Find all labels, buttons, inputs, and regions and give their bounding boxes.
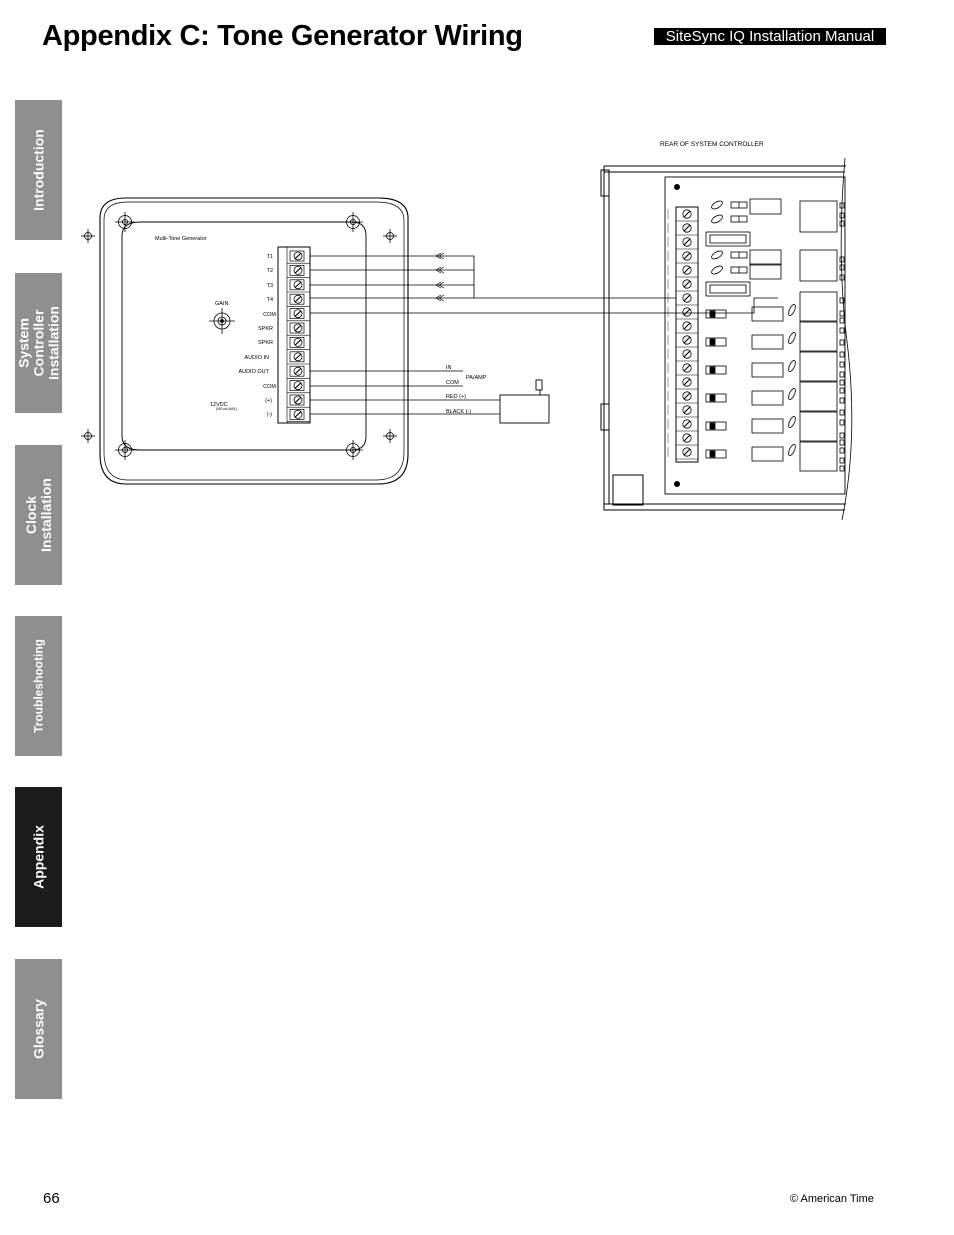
board-component: [750, 250, 781, 265]
board-component: [840, 318, 844, 323]
terminal-label-t1: T1: [266, 254, 273, 260]
tab-label: Troubleshooting: [31, 639, 45, 733]
board-component: [800, 292, 837, 321]
terminal-screw-icon[interactable]: [287, 352, 310, 364]
board-component: [787, 304, 797, 317]
board-component: [710, 311, 715, 317]
gain-label: GAIN: [215, 301, 229, 307]
board-component: [710, 395, 715, 401]
terminal-label-t4: T4: [266, 297, 273, 303]
generator-terminals: [287, 251, 310, 422]
terminal-screw-icon[interactable]: [287, 309, 310, 321]
terminal-screw-icon[interactable]: [668, 237, 698, 249]
terminal-screw-icon[interactable]: [287, 337, 310, 349]
board-component: [750, 199, 781, 214]
board-component: [840, 466, 844, 471]
terminal-screw-icon[interactable]: [668, 447, 698, 459]
board-component: [800, 250, 837, 281]
wire-label-pa-amp: PA/AMP: [466, 375, 487, 381]
tab-label: Introduction: [30, 129, 46, 211]
terminal-screw-icon[interactable]: [668, 293, 698, 305]
board-component: [752, 447, 783, 461]
power-label: 12VDC: [210, 402, 228, 408]
system-controller-housing: [601, 158, 852, 520]
board-component: [840, 380, 844, 385]
board-component: [710, 199, 723, 210]
board-component: [710, 235, 746, 243]
page-title: Appendix C: Tone Generator Wiring: [42, 20, 523, 52]
terminal-screw-icon[interactable]: [668, 391, 698, 403]
board-component: [706, 450, 726, 458]
board-component: [800, 352, 837, 381]
board-component: [750, 264, 781, 279]
board-component: [840, 433, 844, 438]
terminal-screw-icon[interactable]: [668, 405, 698, 417]
terminal-label-positive: (+): [265, 398, 272, 404]
board-component: [840, 328, 844, 333]
board-component: [840, 221, 844, 226]
board-component: [840, 311, 844, 316]
terminal-label-audio-in: AUDIO IN: [244, 355, 269, 361]
terminal-screw-icon[interactable]: [668, 433, 698, 445]
terminal-screw-icon[interactable]: [287, 265, 310, 277]
board-component: [840, 265, 844, 270]
board-component: [752, 419, 783, 433]
board-component: [787, 360, 797, 373]
board-component: [752, 391, 783, 405]
board-component: [706, 232, 750, 246]
controller-caption: REAR OF SYSTEM CONTROLLER: [660, 141, 764, 148]
wire-label-com: COM: [446, 380, 459, 386]
wire-label-in: IN: [446, 365, 452, 371]
terminal-label-t2: T2: [266, 268, 273, 274]
terminal-label-com: COM: [263, 384, 276, 390]
controller-terminals: [668, 209, 698, 459]
board-component: [710, 451, 715, 457]
terminal-screw-icon[interactable]: [668, 209, 698, 221]
board-component: [800, 412, 837, 441]
terminal-label-audio-out: AUDIO OUT: [238, 369, 269, 375]
board-component: [706, 366, 726, 374]
board-component: [840, 458, 844, 463]
board-component: [752, 363, 783, 377]
board-component: [840, 440, 844, 445]
terminal-screw-icon[interactable]: [287, 323, 310, 335]
terminal-screw-icon[interactable]: [287, 381, 310, 393]
generator-title: Multi-Tone Generator: [155, 236, 207, 242]
manual-name-badge: SiteSync IQ Installation Manual: [654, 28, 886, 45]
board-component: [840, 362, 844, 367]
board-component: [710, 423, 715, 429]
tone-trigger-wires: [310, 256, 778, 313]
tab-label: System Controller Installation: [15, 306, 61, 380]
board-component: [800, 201, 837, 232]
terminal-screw-icon[interactable]: [287, 366, 310, 378]
terminal-screw-icon[interactable]: [668, 377, 698, 389]
board-component: [840, 410, 844, 415]
board-component: [787, 416, 797, 429]
board-component: [840, 340, 844, 345]
board-component: [752, 307, 783, 321]
power-sublabel: (500 mA MAX): [216, 407, 237, 411]
board-component: [710, 249, 723, 260]
generator-terminal-labels: [238, 254, 276, 418]
board-component: [800, 382, 837, 411]
board-component: [787, 332, 797, 345]
terminal-screw-icon[interactable]: [668, 363, 698, 375]
board-component: [800, 322, 837, 351]
controller-components: [706, 199, 844, 471]
terminal-screw-icon[interactable]: [668, 335, 698, 347]
board-component: [840, 398, 844, 403]
board-component: [706, 310, 726, 318]
board-component: [840, 448, 844, 453]
terminal-screw-icon[interactable]: [287, 280, 310, 292]
power-adapter-icon: [500, 380, 549, 423]
copyright: © American Time: [790, 1193, 874, 1205]
board-component: [706, 282, 750, 296]
board-component: [840, 352, 844, 357]
wire-label-red: RED (+): [446, 394, 467, 400]
terminal-screw-icon[interactable]: [668, 265, 698, 277]
board-component: [840, 388, 844, 393]
board-component: [706, 338, 726, 346]
tab-label: Glossary: [30, 999, 46, 1059]
board-component: [710, 339, 715, 345]
board-component: [840, 257, 844, 262]
board-component: [840, 372, 844, 377]
terminal-label-t3: T3: [266, 283, 273, 289]
terminal-label-com: COM: [263, 312, 276, 318]
tab-label: Appendix: [30, 825, 46, 889]
board-component: [710, 264, 723, 275]
terminal-screw-icon[interactable]: [668, 349, 698, 361]
terminal-label-spkr: SPKR: [258, 340, 273, 346]
board-component: [710, 367, 715, 373]
terminal-screw-icon[interactable]: [287, 395, 310, 407]
board-component: [787, 444, 797, 457]
terminal-screw-icon[interactable]: [668, 419, 698, 431]
board-component: [706, 422, 726, 430]
gain-knob-icon[interactable]: [209, 308, 235, 334]
board-component: [800, 442, 837, 471]
wire-break-icon: [436, 253, 444, 301]
board-component: [710, 285, 746, 293]
terminal-label-spkr: SPKR: [258, 326, 273, 332]
board-component: [752, 335, 783, 349]
board-component: [710, 213, 723, 224]
terminal-screw-icon[interactable]: [668, 279, 698, 291]
wire-label-black: BLACK (-): [446, 409, 472, 415]
board-component: [706, 394, 726, 402]
terminal-label-negative: (-): [266, 412, 272, 418]
terminal-screw-icon[interactable]: [287, 294, 310, 306]
board-component: [840, 420, 844, 425]
terminal-screw-icon[interactable]: [668, 251, 698, 263]
board-component: [787, 388, 797, 401]
tone-generator-enclosure: [100, 198, 408, 484]
terminal-screw-icon[interactable]: [668, 223, 698, 235]
tab-label: Clock Installation: [22, 478, 54, 552]
mounting-screw-icon: [81, 212, 397, 460]
page-number: 66: [43, 1190, 60, 1207]
terminal-screw-icon[interactable]: [287, 409, 310, 421]
terminal-screw-icon[interactable]: [287, 251, 310, 263]
terminal-screw-icon[interactable]: [668, 321, 698, 333]
